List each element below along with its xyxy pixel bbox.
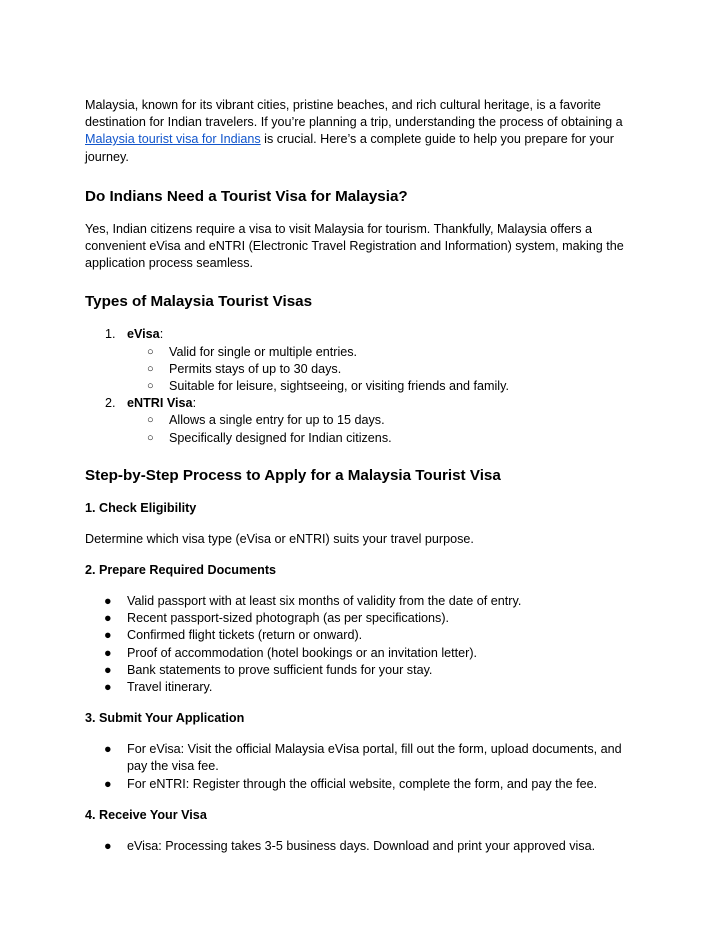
list-item-text: Valid for single or multiple entries. (169, 344, 358, 359)
list-item-text: Suitable for leisure, sightseeing, or visiting friends and family. (169, 379, 509, 394)
hollow-bullet-icon: ○ (147, 380, 154, 393)
heading-process: Step-by-Step Process to Apply for a Malaysia Tourist Visa (85, 466, 501, 484)
list-item (85, 344, 645, 361)
colon: : (192, 396, 197, 411)
bullet-icon: ● (104, 838, 112, 853)
step1-heading: 1. Check Eligibility (85, 500, 197, 515)
list-item-text: Permits stays of up to 30 days. (169, 361, 342, 376)
list-item-text: For eNTRI: Register through the official website, complete the form, and pay the fee. (127, 776, 598, 791)
list-item-text: eVisa: Processing takes 3-5 business days. Download and print your approved visa. (127, 838, 596, 853)
list-item (85, 430, 645, 447)
list-number: 2. (105, 396, 116, 411)
bullet-icon: ● (104, 776, 112, 791)
list-item (85, 662, 645, 679)
list-item (85, 776, 645, 793)
visa-points-list (127, 412, 645, 446)
list-item (85, 378, 645, 395)
list-item-text: Travel itinerary. (127, 680, 213, 695)
need-visa-paragraph: Yes, Indian citizens require a visa to visit Malaysia for tourism. Thankfully, Malaysia offers a convenient eVisa and eNTRI (Electronic Travel Registration and Information) system, making the application process seamless. (85, 221, 624, 271)
list-item (85, 412, 645, 429)
bullet-icon: ● (104, 645, 112, 660)
hollow-bullet-icon: ○ (147, 414, 154, 427)
list-number: 1. (105, 327, 116, 342)
list-item-text: Confirmed flight tickets (return or onward). (127, 628, 363, 643)
list-item (85, 838, 645, 855)
step1-paragraph: Determine which visa type (eVisa or eNTRI) suits your travel purpose. (85, 531, 474, 546)
visa-type-item (85, 326, 645, 395)
step2-heading: 2. Prepare Required Documents (85, 563, 277, 578)
heading-visa-types: Types of Malaysia Tourist Visas (85, 293, 313, 311)
list-item-text: Specifically designed for Indian citizens. (169, 430, 392, 445)
visa-points-list (127, 344, 645, 396)
receive-list (85, 838, 645, 855)
heading-need-visa: Do Indians Need a Tourist Visa for Malaysia? (85, 187, 408, 205)
bullet-icon: ● (104, 611, 112, 626)
visa-link[interactable]: Malaysia tourist visa for Indians (85, 132, 261, 147)
list-item (85, 593, 645, 610)
visa-type-name: eNTRI Visa (127, 396, 193, 411)
hollow-bullet-icon: ○ (147, 431, 154, 444)
visa-type-item (85, 395, 645, 447)
bullet-icon: ● (104, 594, 112, 609)
list-item (85, 361, 645, 378)
submit-list (85, 741, 645, 793)
step3-heading: 3. Submit Your Application (85, 711, 245, 726)
colon: : (159, 327, 164, 342)
bullet-icon: ● (104, 628, 112, 643)
list-item (85, 741, 645, 775)
list-item (85, 645, 645, 662)
hollow-bullet-icon: ○ (147, 345, 154, 358)
list-item-text: Valid passport with at least six months of validity from the date of entry. (127, 594, 522, 609)
visa-type-name: eVisa (127, 327, 160, 342)
bullet-icon: ● (104, 680, 112, 695)
intro-text-after: is crucial. Here’s a complete guide to help you prepare for your journey. (85, 132, 614, 164)
list-item-text: Allows a single entry for up to 15 days. (169, 413, 385, 428)
list-item-text: Recent passport-sized photograph (as per specifications). (127, 611, 450, 626)
visa-types-list (85, 326, 645, 446)
list-item (85, 679, 645, 696)
documents-list (85, 593, 645, 696)
list-item (85, 610, 645, 627)
list-item-text: Proof of accommodation (hotel bookings or an invitation letter). (127, 645, 478, 660)
bullet-icon: ● (104, 742, 112, 757)
step4-heading: 4. Receive Your Visa (85, 807, 207, 822)
bullet-icon: ● (104, 662, 112, 677)
intro-text-before: Malaysia, known for its vibrant cities, pristine beaches, and rich cultural heritage, is a favorite destination for Indian travelers. If you’re planning a trip, understanding the process of obtaining a (85, 98, 623, 130)
list-item (85, 627, 645, 644)
list-item-text: Bank statements to prove sufficient funds for your stay. (127, 662, 433, 677)
intro-paragraph (85, 97, 645, 166)
list-item-text: For eVisa: Visit the official Malaysia eVisa portal, fill out the form, upload documents, and pay the visa fee. (127, 742, 622, 774)
hollow-bullet-icon: ○ (147, 362, 154, 375)
document-page (85, 97, 645, 855)
